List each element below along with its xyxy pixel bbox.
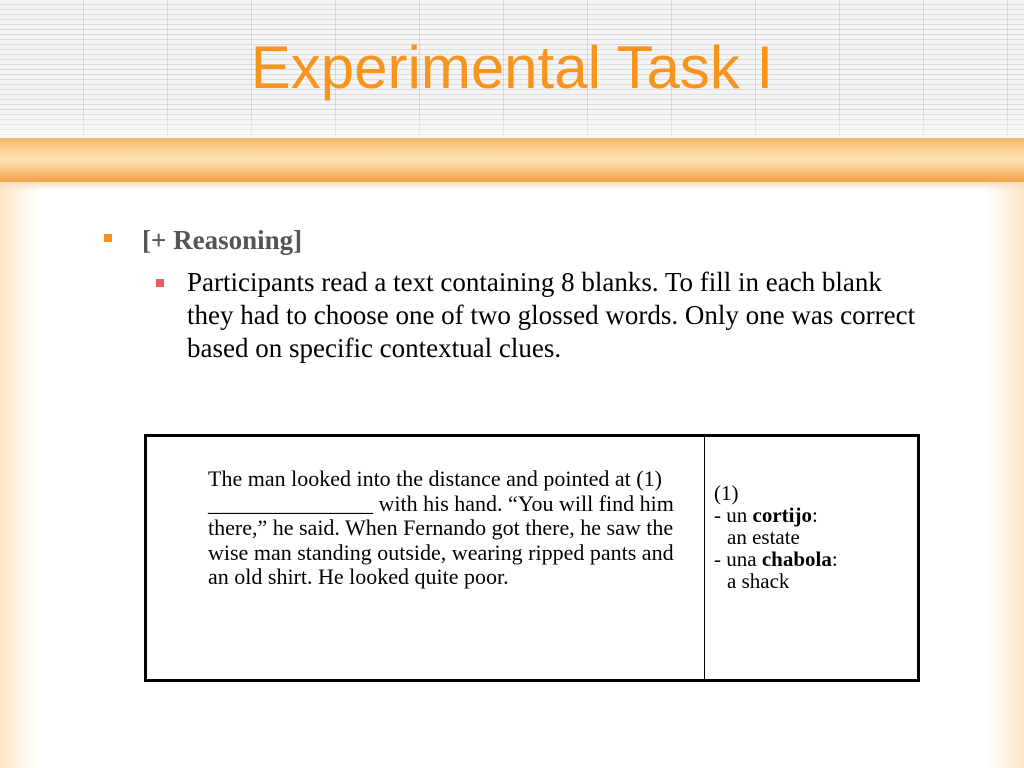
slide-content xyxy=(104,222,924,365)
orange-divider-band xyxy=(0,138,1024,182)
side-glow-left xyxy=(0,180,40,768)
gloss-cell xyxy=(705,437,917,679)
gloss-option-1-prefix: - un xyxy=(714,503,753,527)
gloss-option-1 xyxy=(714,504,911,526)
bullet-level1-row xyxy=(104,222,924,365)
bullet-level1-text: [+ Reasoning] xyxy=(142,225,303,255)
gloss-option-1-word: cortijo xyxy=(752,503,812,527)
square-bullet-icon xyxy=(104,234,112,242)
gloss-option-2-colon: : xyxy=(831,547,838,571)
gloss-number: (1) xyxy=(714,481,739,505)
gloss-option-2-meaning: a shack xyxy=(727,569,790,593)
side-glow-right xyxy=(984,180,1024,768)
square-bullet-icon xyxy=(156,279,164,287)
header-fade xyxy=(0,110,1024,138)
gloss-option-1-meaning: an estate xyxy=(727,525,800,549)
slide-title: Experimental Task I xyxy=(250,34,774,101)
passage-cell: The man looked into the distance and pointed at (1) _______________ with his hand. “You will find him there,” he said. When Fernando got there, he saw the wise man standing outside, wearing ripped pants and an old shirt. He looked quite poor. xyxy=(147,437,705,679)
bullet-level2-text: Participants read a text containing 8 blanks. To fill in each blank they had to choose one of two glossed words. Only one was correct based on specific contextual clues. xyxy=(187,267,916,363)
orange-band-shadow xyxy=(0,182,1024,190)
example-table xyxy=(144,434,920,682)
gloss-option-2 xyxy=(714,548,911,570)
gloss-option-1-colon: : xyxy=(811,503,818,527)
gloss-option-2-word: chabola xyxy=(761,547,832,571)
gloss-option-2-prefix: - una xyxy=(714,547,762,571)
